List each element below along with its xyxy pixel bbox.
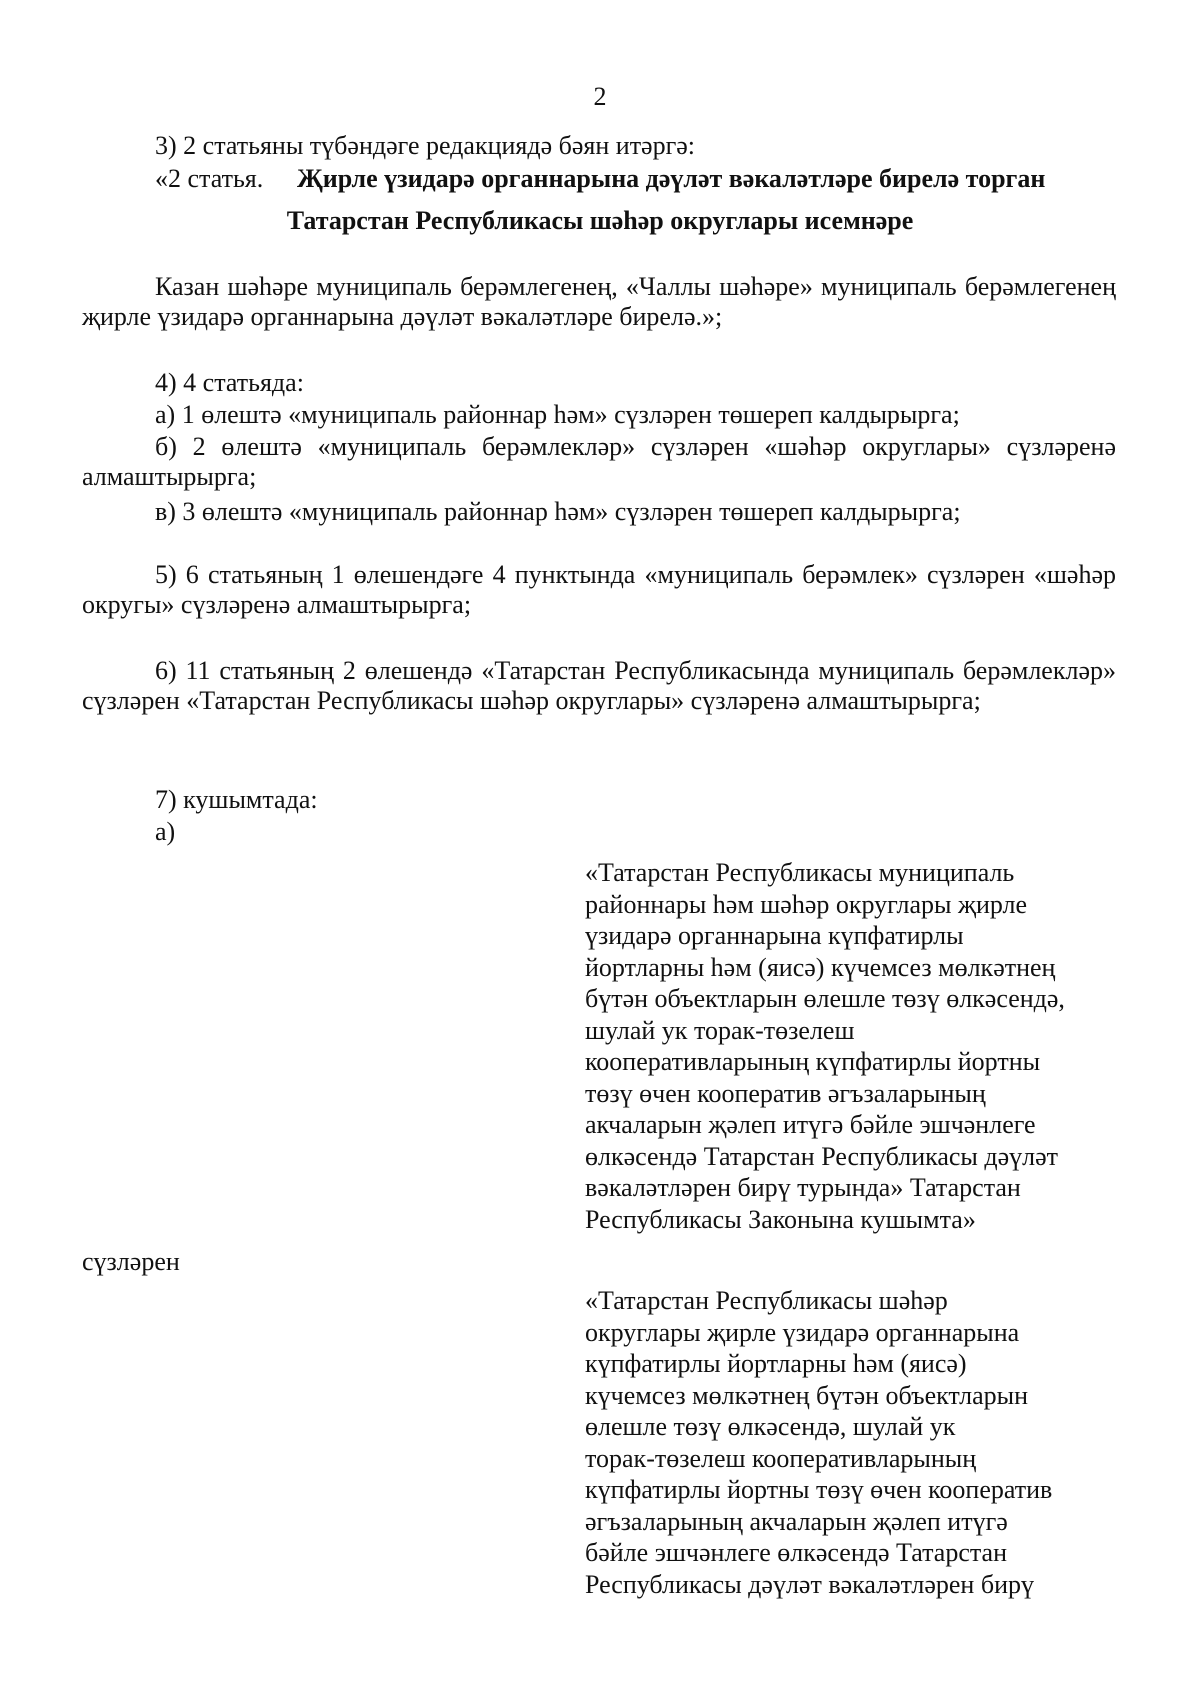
old-text-line: «Татарстан Республикасы муниципаль [585,858,1015,887]
new-text-line: әгъзаларының акчаларын җәлеп итүгә [585,1506,1008,1536]
words-label: сүзләрен [82,1247,180,1276]
new-text-line: «Татарстан Республикасы шәһәр [585,1286,948,1315]
article-body: Казан шәһәре муниципаль берәмлегенең, «Чаллы шәһәре» муниципаль берәмлегенең җирле үзидарә органнарына дәүләт вәкаләтләре бирелә.»; [82,272,1116,331]
item-4-v: в) 3 өлештә «муниципаль районнар һәм» сүзләрен төшереп калдырырга; [155,497,961,526]
new-text-line: күпфатирлы йортларны һәм (яисә) [585,1349,967,1378]
old-text-line: өлкәсендә Татарстан Республикасы дәүләт [585,1141,1059,1171]
item-3-intro: 3) 2 статьяны түбәндәге редакциядә бәян итәргә: [155,131,696,160]
new-text-line: өлешле төзү өлкәсендә, шулай ук [585,1412,956,1441]
item-5: 5) 6 статьяның 1 өлешендәге 4 пунктында «муниципаль берәмлек» сүзләрен «шәһәр округы» сүзләренә алмаштырырга; [82,560,1116,619]
old-text-line: йортларны һәм (яисә) күчемсез мөлкәтнең [585,952,1056,982]
page-number: 2 [593,82,607,111]
item-4-a: а) 1 өлештә «муниципаль районнар һәм» сүзләрен төшереп калдырырга; [155,400,960,429]
item-6: 6) 11 статьяның 2 өлешендә «Татарстан Республикасында муниципаль берәмлекләр» сүзләрен «Татарстан Республикасы шәһәр округлары» сүзләренә алмаштырырга; [82,656,1116,715]
new-text-line: Республикасы дәүләт вәкаләтләрен бирү [585,1569,1034,1599]
article-heading-line2: Татарстан Республикасы шәһәр округлары исемнәре [286,206,914,235]
new-text-line: торак-төзелеш кооперативларының [585,1443,977,1473]
new-text-line: бәйле эшчәнлеге өлкәсендә Татарстан [585,1538,1008,1567]
old-text-line: кооперативларының күпфатирлы йортны [585,1047,1041,1076]
new-text-line: округлары җирле үзидарә органнарына [585,1317,1020,1347]
item-4-b: б) 2 өлештә «муниципаль берәмлекләр» сүзләрен «шәһәр округлары» сүзләренә алмаштырырга; [82,432,1116,491]
old-text-line: төзү өчен кооператив әгъзаларының [585,1078,986,1108]
article-label: «2 статья. [155,164,264,193]
old-text-line: вәкаләтләрен бирү турында» Татарстан [585,1173,1021,1202]
old-text-line: акчаларын җәлеп итүгә бәйле эшчәнлеге [585,1110,1036,1139]
new-text-block [585,1285,1125,1600]
new-text-line: күчемсез мөлкәтнең бүтән объектларын [585,1380,1029,1410]
item-7-intro: 7) кушымтада: [155,785,318,814]
old-text-block [585,857,1125,1235]
item-4-intro: 4) 4 статьяда: [155,368,304,397]
old-text-line: бүтән объектларын өлешле төзү өлкәсендә, [585,984,1065,1013]
new-text-line: күпфатирлы йортны төзү өчен кооператив [585,1475,1053,1504]
article-heading-line1: Җирле үзидарә органнарына дәүләт вәкаләтләре бирелә торган [297,164,1046,193]
item-7-a-label: а) [155,817,176,846]
old-text-line: Республикасы Законына кушымта» [585,1204,976,1234]
old-text-line: районнары һәм шәһәр округлары җирле [585,889,1028,919]
old-text-line: шулай ук торак-төзелеш [585,1015,855,1045]
old-text-line: үзидарә органнарына күпфатирлы [585,921,964,950]
